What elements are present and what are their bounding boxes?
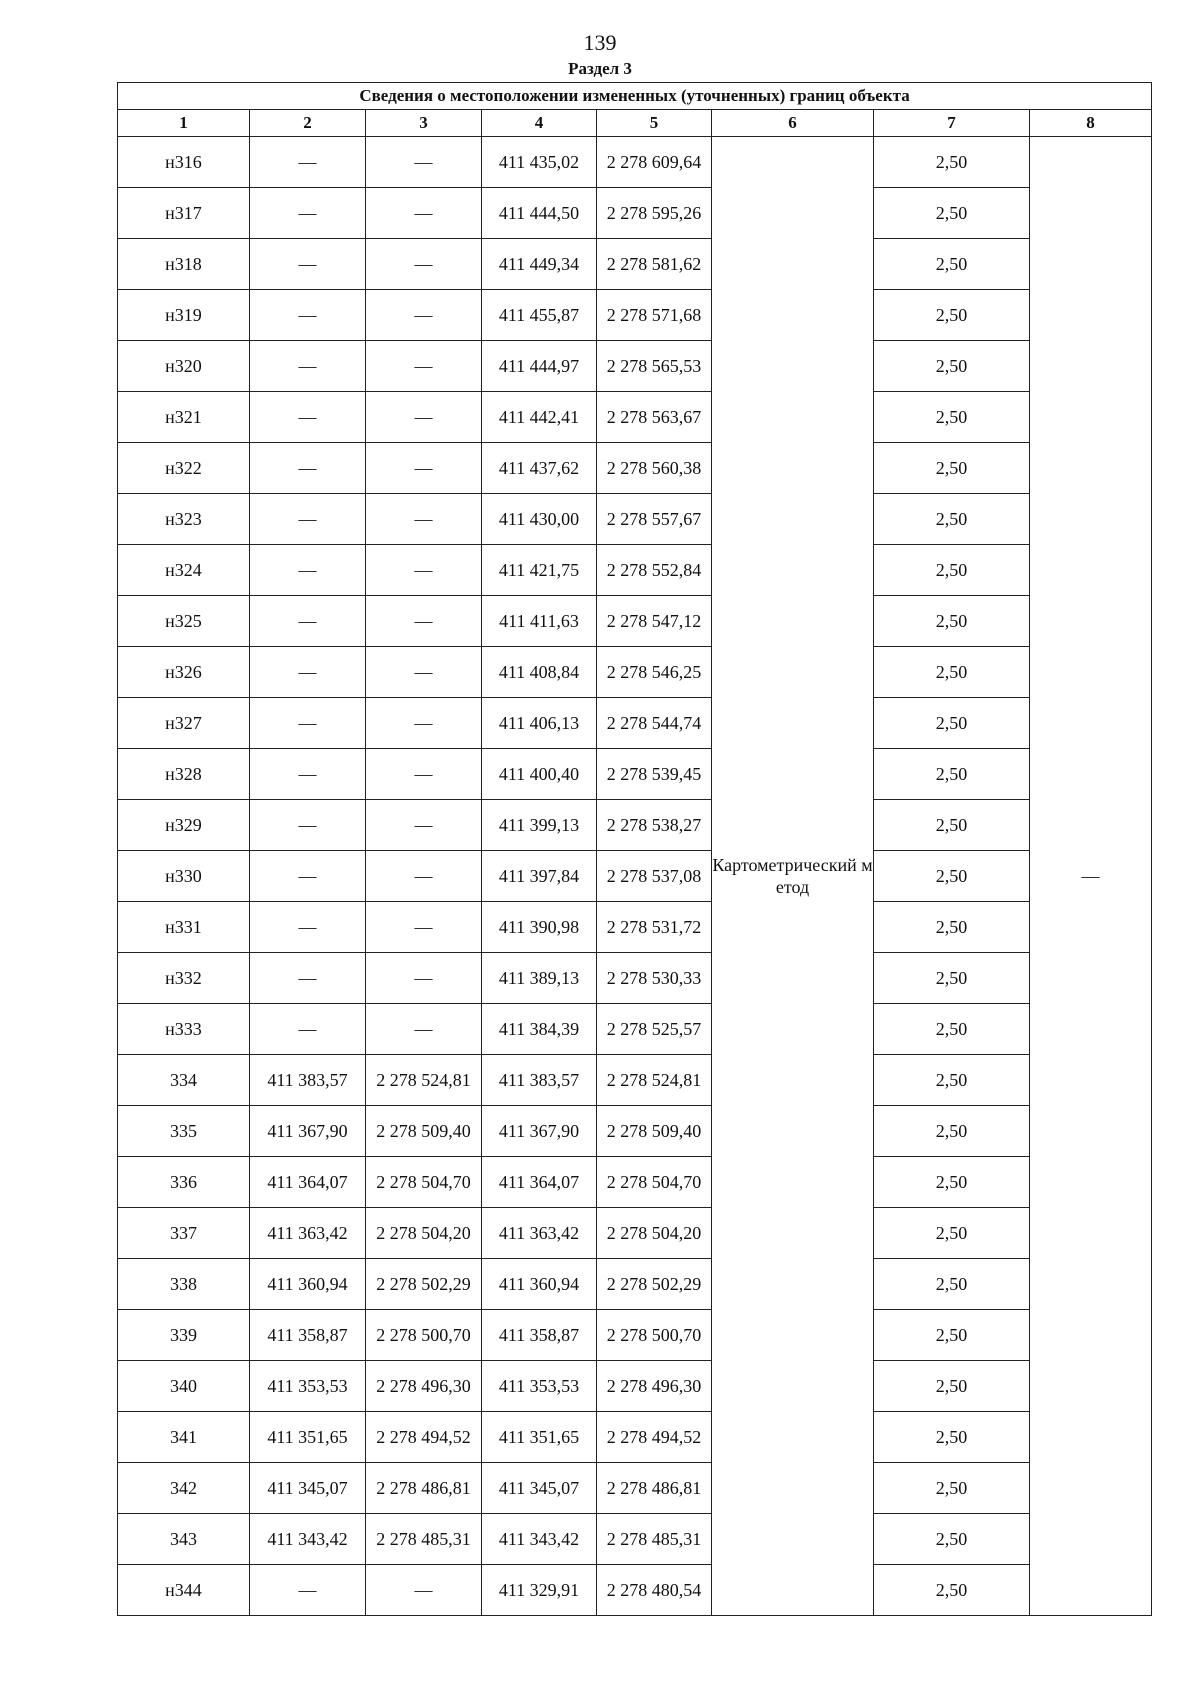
new-x-cell: 411 400,40 xyxy=(482,749,597,800)
existing-x-cell: — xyxy=(250,698,366,749)
accuracy-cell: 2,50 xyxy=(874,1565,1030,1616)
new-y-cell: 2 278 537,08 xyxy=(597,851,712,902)
coordinates-table xyxy=(117,82,1152,1616)
new-x-cell: 411 360,94 xyxy=(482,1259,597,1310)
new-y-cell: 2 278 525,57 xyxy=(597,1004,712,1055)
new-x-cell: 411 444,50 xyxy=(482,188,597,239)
existing-y-cell: 2 278 494,52 xyxy=(366,1412,482,1463)
new-x-cell: 411 384,39 xyxy=(482,1004,597,1055)
existing-x-cell: — xyxy=(250,1004,366,1055)
existing-y-cell: 2 278 485,31 xyxy=(366,1514,482,1565)
existing-y-cell: — xyxy=(366,698,482,749)
new-x-cell: 411 430,00 xyxy=(482,494,597,545)
accuracy-cell: 2,50 xyxy=(874,494,1030,545)
existing-y-cell: 2 278 524,81 xyxy=(366,1055,482,1106)
new-x-cell: 411 329,91 xyxy=(482,1565,597,1616)
new-x-cell: 411 353,53 xyxy=(482,1361,597,1412)
existing-x-cell: — xyxy=(250,392,366,443)
existing-x-cell: — xyxy=(250,188,366,239)
existing-x-cell: 411 351,65 xyxy=(250,1412,366,1463)
accuracy-cell: 2,50 xyxy=(874,1208,1030,1259)
table-row xyxy=(118,1514,1152,1565)
existing-x-cell: — xyxy=(250,290,366,341)
existing-x-cell: — xyxy=(250,800,366,851)
point-number-cell: н323 xyxy=(118,494,250,545)
existing-x-cell: 411 364,07 xyxy=(250,1157,366,1208)
new-y-cell: 2 278 504,70 xyxy=(597,1157,712,1208)
new-x-cell: 411 345,07 xyxy=(482,1463,597,1514)
point-number-cell: н316 xyxy=(118,137,250,188)
point-number-cell: 339 xyxy=(118,1310,250,1361)
existing-y-cell: 2 278 502,29 xyxy=(366,1259,482,1310)
existing-x-cell: — xyxy=(250,647,366,698)
existing-x-cell: — xyxy=(250,443,366,494)
table-row xyxy=(118,953,1152,1004)
column-number: 7 xyxy=(874,110,1030,137)
existing-x-cell: — xyxy=(250,341,366,392)
existing-y-cell: 2 278 500,70 xyxy=(366,1310,482,1361)
column-number: 2 xyxy=(250,110,366,137)
accuracy-cell: 2,50 xyxy=(874,1310,1030,1361)
existing-x-cell: 411 367,90 xyxy=(250,1106,366,1157)
new-y-cell: 2 278 504,20 xyxy=(597,1208,712,1259)
existing-x-cell: — xyxy=(250,902,366,953)
existing-x-cell: — xyxy=(250,596,366,647)
point-number-cell: н324 xyxy=(118,545,250,596)
table-row xyxy=(118,1157,1152,1208)
existing-y-cell: — xyxy=(366,545,482,596)
point-number-cell: 340 xyxy=(118,1361,250,1412)
table-row xyxy=(118,1004,1152,1055)
existing-x-cell: — xyxy=(250,545,366,596)
table-row xyxy=(118,800,1152,851)
new-y-cell: 2 278 609,64 xyxy=(597,137,712,188)
new-y-cell: 2 278 557,67 xyxy=(597,494,712,545)
new-y-cell: 2 278 546,25 xyxy=(597,647,712,698)
existing-y-cell: — xyxy=(366,647,482,698)
accuracy-cell: 2,50 xyxy=(874,1361,1030,1412)
existing-y-cell: — xyxy=(366,851,482,902)
new-x-cell: 411 421,75 xyxy=(482,545,597,596)
new-x-cell: 411 408,84 xyxy=(482,647,597,698)
new-y-cell: 2 278 538,27 xyxy=(597,800,712,851)
new-y-cell: 2 278 581,62 xyxy=(597,239,712,290)
point-number-cell: 334 xyxy=(118,1055,250,1106)
accuracy-cell: 2,50 xyxy=(874,698,1030,749)
existing-y-cell: — xyxy=(366,290,482,341)
point-number-cell: н329 xyxy=(118,800,250,851)
table-row xyxy=(118,341,1152,392)
existing-y-cell: — xyxy=(366,188,482,239)
table-row xyxy=(118,1055,1152,1106)
table-row xyxy=(118,392,1152,443)
new-x-cell: 411 367,90 xyxy=(482,1106,597,1157)
accuracy-cell: 2,50 xyxy=(874,596,1030,647)
existing-y-cell: 2 278 504,20 xyxy=(366,1208,482,1259)
existing-y-cell: 2 278 509,40 xyxy=(366,1106,482,1157)
table-row xyxy=(118,1412,1152,1463)
accuracy-cell: 2,50 xyxy=(874,392,1030,443)
accuracy-cell: 2,50 xyxy=(874,1004,1030,1055)
new-y-cell: 2 278 502,29 xyxy=(597,1259,712,1310)
new-y-cell: 2 278 509,40 xyxy=(597,1106,712,1157)
method-cell: Картометрический метод xyxy=(712,137,874,1616)
accuracy-cell: 2,50 xyxy=(874,800,1030,851)
accuracy-cell: 2,50 xyxy=(874,1106,1030,1157)
new-x-cell: 411 397,84 xyxy=(482,851,597,902)
new-y-cell: 2 278 563,67 xyxy=(597,392,712,443)
new-y-cell: 2 278 560,38 xyxy=(597,443,712,494)
accuracy-cell: 2,50 xyxy=(874,953,1030,1004)
existing-y-cell: — xyxy=(366,341,482,392)
new-x-cell: 411 449,34 xyxy=(482,239,597,290)
existing-x-cell: — xyxy=(250,851,366,902)
existing-y-cell: 2 278 496,30 xyxy=(366,1361,482,1412)
existing-y-cell: — xyxy=(366,1004,482,1055)
point-number-cell: н330 xyxy=(118,851,250,902)
table-row xyxy=(118,494,1152,545)
table-row xyxy=(118,137,1152,188)
existing-x-cell: — xyxy=(250,749,366,800)
accuracy-cell: 2,50 xyxy=(874,341,1030,392)
column-number: 8 xyxy=(1030,110,1152,137)
new-y-cell: 2 278 494,52 xyxy=(597,1412,712,1463)
point-number-cell: н322 xyxy=(118,443,250,494)
accuracy-cell: 2,50 xyxy=(874,443,1030,494)
accuracy-cell: 2,50 xyxy=(874,1055,1030,1106)
new-x-cell: 411 358,87 xyxy=(482,1310,597,1361)
existing-x-cell: 411 358,87 xyxy=(250,1310,366,1361)
new-y-cell: 2 278 500,70 xyxy=(597,1310,712,1361)
new-x-cell: 411 389,13 xyxy=(482,953,597,1004)
accuracy-cell: 2,50 xyxy=(874,1157,1030,1208)
existing-x-cell: 411 383,57 xyxy=(250,1055,366,1106)
column-number: 4 xyxy=(482,110,597,137)
accuracy-cell: 2,50 xyxy=(874,1412,1030,1463)
new-y-cell: 2 278 480,54 xyxy=(597,1565,712,1616)
new-x-cell: 411 411,63 xyxy=(482,596,597,647)
table-row xyxy=(118,290,1152,341)
table-row xyxy=(118,188,1152,239)
new-y-cell: 2 278 595,26 xyxy=(597,188,712,239)
existing-y-cell: — xyxy=(366,596,482,647)
point-number-cell: 338 xyxy=(118,1259,250,1310)
existing-y-cell: — xyxy=(366,749,482,800)
point-number-cell: 343 xyxy=(118,1514,250,1565)
new-y-cell: 2 278 486,81 xyxy=(597,1463,712,1514)
point-number-cell: н327 xyxy=(118,698,250,749)
point-number-cell: н321 xyxy=(118,392,250,443)
new-y-cell: 2 278 571,68 xyxy=(597,290,712,341)
point-number-cell: н320 xyxy=(118,341,250,392)
table-row xyxy=(118,1259,1152,1310)
table-row xyxy=(118,1106,1152,1157)
existing-y-cell: — xyxy=(366,443,482,494)
table-row xyxy=(118,698,1152,749)
new-x-cell: 411 364,07 xyxy=(482,1157,597,1208)
accuracy-cell: 2,50 xyxy=(874,647,1030,698)
existing-x-cell: 411 360,94 xyxy=(250,1259,366,1310)
accuracy-cell: 2,50 xyxy=(874,137,1030,188)
accuracy-cell: 2,50 xyxy=(874,851,1030,902)
point-number-cell: н317 xyxy=(118,188,250,239)
table-row xyxy=(118,1463,1152,1514)
table-body xyxy=(118,83,1152,1616)
existing-y-cell: — xyxy=(366,953,482,1004)
new-y-cell: 2 278 496,30 xyxy=(597,1361,712,1412)
table-caption: Сведения о местоположении измененных (уточненных) границ объекта xyxy=(118,83,1152,110)
table-row xyxy=(118,443,1152,494)
point-number-cell: н326 xyxy=(118,647,250,698)
point-number-cell: н332 xyxy=(118,953,250,1004)
section-title: Раздел 3 xyxy=(568,59,632,78)
column-number: 3 xyxy=(366,110,482,137)
new-y-cell: 2 278 539,45 xyxy=(597,749,712,800)
table-row xyxy=(118,647,1152,698)
table-row xyxy=(118,596,1152,647)
point-number-cell: 336 xyxy=(118,1157,250,1208)
column-8-cell: — xyxy=(1030,137,1152,1616)
new-x-cell: 411 390,98 xyxy=(482,902,597,953)
new-x-cell: 411 343,42 xyxy=(482,1514,597,1565)
new-y-cell: 2 278 531,72 xyxy=(597,902,712,953)
table-row xyxy=(118,1208,1152,1259)
new-y-cell: 2 278 565,53 xyxy=(597,341,712,392)
table-row xyxy=(118,1310,1152,1361)
accuracy-cell: 2,50 xyxy=(874,188,1030,239)
new-y-cell: 2 278 552,84 xyxy=(597,545,712,596)
page-number: 139 xyxy=(583,30,617,55)
existing-y-cell: — xyxy=(366,902,482,953)
table-row xyxy=(118,1361,1152,1412)
new-x-cell: 411 455,87 xyxy=(482,290,597,341)
new-x-cell: 411 444,97 xyxy=(482,341,597,392)
existing-y-cell: 2 278 504,70 xyxy=(366,1157,482,1208)
existing-y-cell: — xyxy=(366,494,482,545)
new-y-cell: 2 278 530,33 xyxy=(597,953,712,1004)
table-row xyxy=(118,1565,1152,1616)
point-number-cell: н333 xyxy=(118,1004,250,1055)
table-row xyxy=(118,545,1152,596)
new-y-cell: 2 278 485,31 xyxy=(597,1514,712,1565)
existing-x-cell: — xyxy=(250,953,366,1004)
existing-x-cell: — xyxy=(250,1565,366,1616)
new-y-cell: 2 278 547,12 xyxy=(597,596,712,647)
existing-y-cell: — xyxy=(366,800,482,851)
new-x-cell: 411 399,13 xyxy=(482,800,597,851)
table-row xyxy=(118,851,1152,902)
point-number-cell: 337 xyxy=(118,1208,250,1259)
new-y-cell: 2 278 524,81 xyxy=(597,1055,712,1106)
new-x-cell: 411 442,41 xyxy=(482,392,597,443)
new-x-cell: 411 437,62 xyxy=(482,443,597,494)
new-x-cell: 411 351,65 xyxy=(482,1412,597,1463)
point-number-cell: н331 xyxy=(118,902,250,953)
existing-y-cell: — xyxy=(366,1565,482,1616)
new-x-cell: 411 435,02 xyxy=(482,137,597,188)
accuracy-cell: 2,50 xyxy=(874,239,1030,290)
new-x-cell: 411 363,42 xyxy=(482,1208,597,1259)
point-number-cell: н319 xyxy=(118,290,250,341)
accuracy-cell: 2,50 xyxy=(874,1463,1030,1514)
accuracy-cell: 2,50 xyxy=(874,749,1030,800)
point-number-cell: н344 xyxy=(118,1565,250,1616)
point-number-cell: н318 xyxy=(118,239,250,290)
existing-x-cell: — xyxy=(250,239,366,290)
existing-x-cell: — xyxy=(250,137,366,188)
column-number-row xyxy=(118,110,1152,137)
accuracy-cell: 2,50 xyxy=(874,1514,1030,1565)
column-number: 5 xyxy=(597,110,712,137)
new-x-cell: 411 383,57 xyxy=(482,1055,597,1106)
existing-y-cell: 2 278 486,81 xyxy=(366,1463,482,1514)
point-number-cell: н325 xyxy=(118,596,250,647)
existing-x-cell: — xyxy=(250,494,366,545)
existing-x-cell: 411 353,53 xyxy=(250,1361,366,1412)
existing-y-cell: — xyxy=(366,392,482,443)
existing-y-cell: — xyxy=(366,239,482,290)
table-row xyxy=(118,239,1152,290)
point-number-cell: 341 xyxy=(118,1412,250,1463)
column-number: 1 xyxy=(118,110,250,137)
new-x-cell: 411 406,13 xyxy=(482,698,597,749)
existing-x-cell: 411 345,07 xyxy=(250,1463,366,1514)
point-number-cell: н328 xyxy=(118,749,250,800)
existing-x-cell: 411 363,42 xyxy=(250,1208,366,1259)
column-number: 6 xyxy=(712,110,874,137)
table-row xyxy=(118,749,1152,800)
accuracy-cell: 2,50 xyxy=(874,290,1030,341)
accuracy-cell: 2,50 xyxy=(874,1259,1030,1310)
table-row xyxy=(118,902,1152,953)
table-caption-row xyxy=(118,83,1152,110)
accuracy-cell: 2,50 xyxy=(874,545,1030,596)
point-number-cell: 335 xyxy=(118,1106,250,1157)
existing-y-cell: — xyxy=(366,137,482,188)
accuracy-cell: 2,50 xyxy=(874,902,1030,953)
point-number-cell: 342 xyxy=(118,1463,250,1514)
new-y-cell: 2 278 544,74 xyxy=(597,698,712,749)
existing-x-cell: 411 343,42 xyxy=(250,1514,366,1565)
